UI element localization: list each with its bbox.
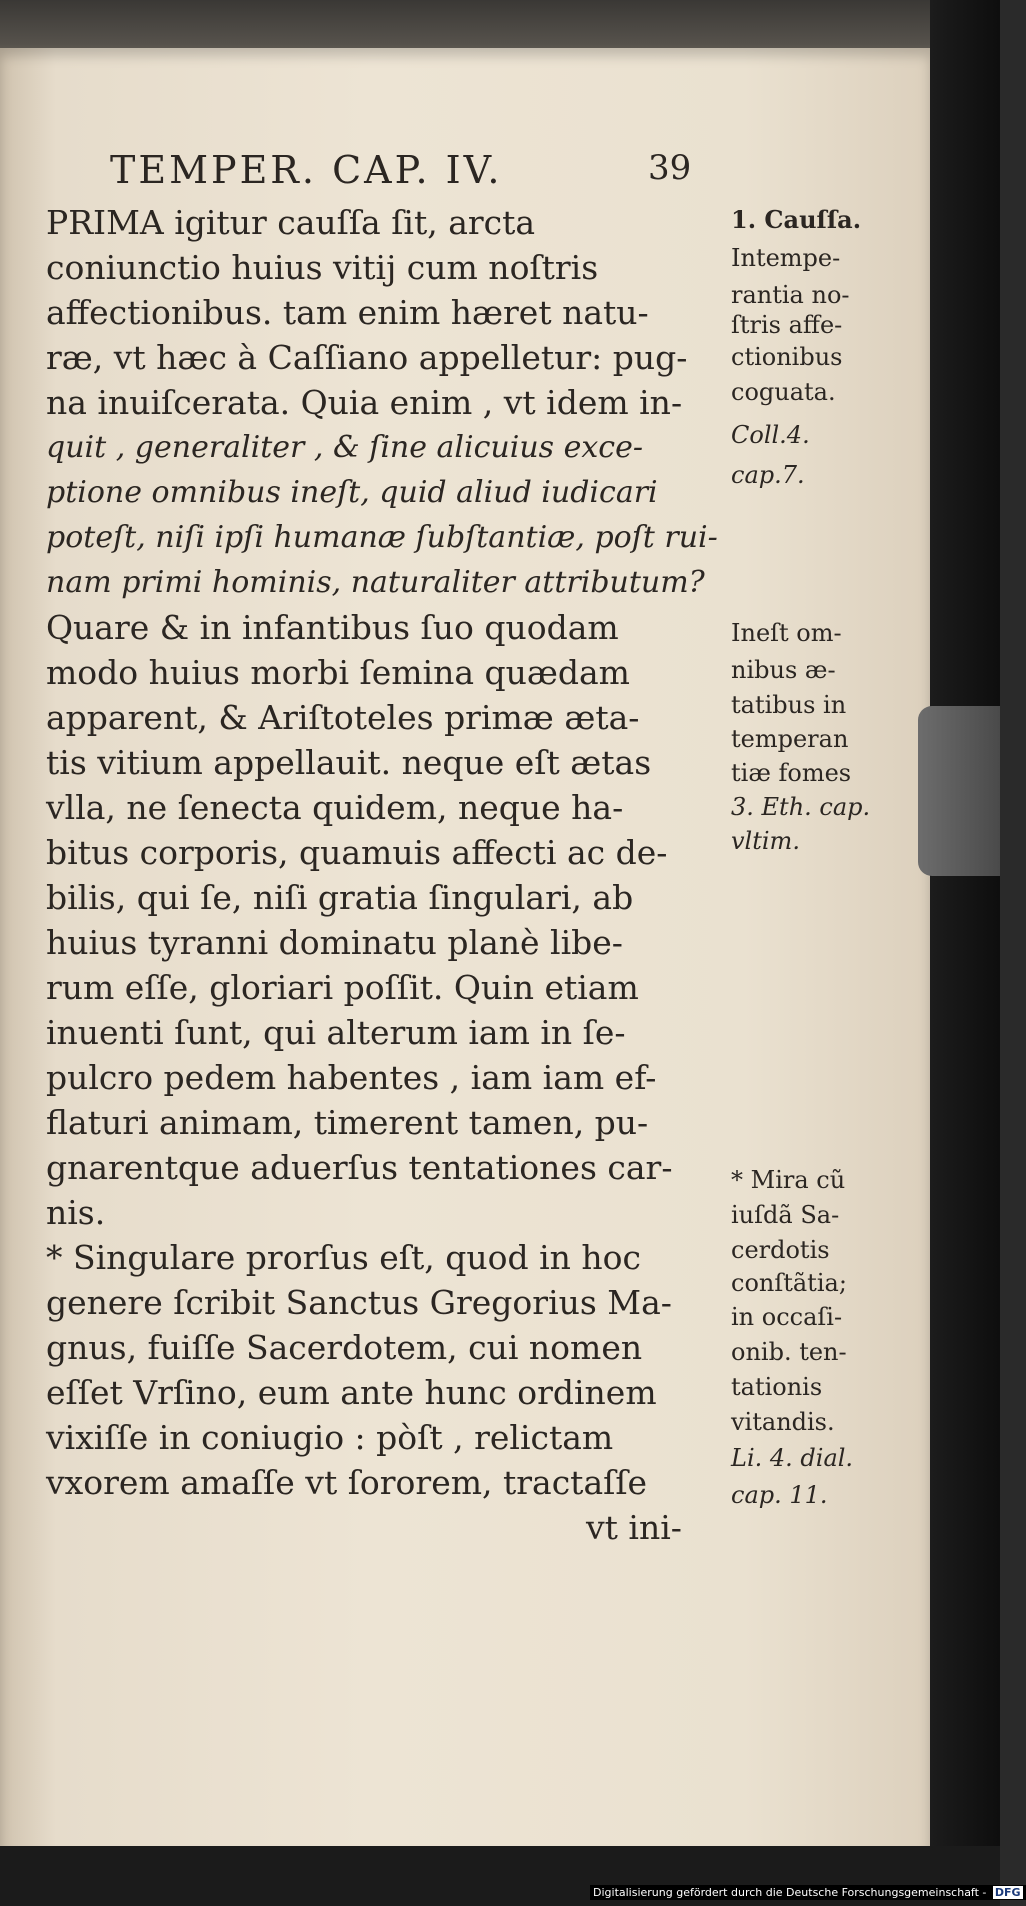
text-line: eſſet Vrſino, eum ante hunc ordinem	[46, 1373, 657, 1412]
text-line: gnus, fuiſſe Sacerdotem, cui nomen	[46, 1328, 643, 1367]
margin-note: 3. Eth. cap.	[731, 793, 871, 821]
page-header	[110, 148, 800, 196]
margin-note: Coll.4.	[731, 421, 810, 449]
margin-note: ctionibus	[731, 343, 843, 371]
text-line: genere ſcribit Sanctus Gregorius Ma-	[46, 1283, 672, 1322]
text-line: ræ, vt hæc à Caſſiano appelletur: pug-	[46, 338, 688, 377]
page-number: 39	[648, 148, 692, 188]
text-line: vxorem amaſſe vt ſororem, tractaſſe	[46, 1463, 648, 1502]
margin-note: * Mira cũ	[731, 1166, 846, 1194]
text-line: vixiſſe in coniugio : pòſt , relictam	[46, 1418, 614, 1457]
text-line: nis.	[46, 1193, 106, 1232]
margin-note: Intempe-	[731, 244, 841, 272]
margin-note: cerdotis	[731, 1236, 830, 1264]
text-line: pulcro pedem habentes , iam iam ef-	[46, 1058, 657, 1097]
text-line: Quare & in infantibus ſuo quodam	[46, 608, 619, 647]
page-clip	[918, 706, 1000, 876]
digitization-credit	[590, 1885, 1026, 1900]
text-line: tis vitium appellauit. neque eſt ætas	[46, 743, 652, 782]
margin-note: Ineſt om-	[731, 619, 842, 647]
catchword: vt ini-	[586, 1508, 682, 1547]
margin-note: tatibus in	[731, 691, 847, 719]
text-line: gnarentque aduerſus tentationes car-	[46, 1148, 673, 1187]
text-line: rum eſſe, gloriari poſſit. Quin etiam	[46, 968, 639, 1007]
book-cover-edge	[930, 0, 1000, 1906]
margin-note: onib. ten-	[731, 1338, 847, 1366]
margin-note: tiæ fomes	[731, 759, 852, 787]
text-line: flaturi animam, timerent tamen, pu-	[46, 1103, 649, 1142]
margin-note: coguata.	[731, 378, 836, 406]
margin-note: in occaſi-	[731, 1303, 843, 1331]
margin-note: temperan	[731, 725, 849, 753]
text-line-italic: ptione omnibus ineſt, quid aliud iudicari	[46, 475, 658, 510]
text-line: vlla, ne ſenecta quidem, neque ha-	[46, 788, 624, 827]
text-line: bitus corporis, quamuis affecti ac de-	[46, 833, 668, 872]
margin-note: Li. 4. dial.	[731, 1444, 854, 1472]
text-line: bilis, qui ſe, niſi gratia ſingulari, ab	[46, 878, 634, 917]
text-line-italic: nam primi hominis, naturaliter attributum?	[46, 565, 705, 600]
margin-note: ſtris affe-	[731, 311, 843, 339]
margin-note: rantia no-	[731, 281, 850, 309]
main-text-column	[46, 200, 871, 1550]
text-line: huius tyranni dominatu planè libe-	[46, 923, 623, 962]
text-line: inuenti ſunt, qui alterum iam in ſe-	[46, 1013, 626, 1052]
text-line: PRIMA igitur cauſſa ſit, arcta	[46, 203, 536, 242]
text-line-italic: poteſt, niſi ipſi humanæ ſubſtantiæ, poſt rui-	[46, 520, 718, 555]
margin-note: iuſdã Sa-	[731, 1201, 840, 1229]
margin-note: nibus æ-	[731, 656, 836, 684]
text-line: * Singulare prorſus eſt, quod in hoc	[46, 1238, 641, 1277]
credit-text: Digitalisierung gefördert durch die Deutsche Forschungsgemeinschaft -	[593, 1886, 987, 1899]
text-line: apparent, & Ariſtoteles primæ æta-	[46, 698, 640, 737]
text-line: modo huius morbi ſemina quædam	[46, 653, 630, 692]
running-head: TEMPER. CAP. IV.	[110, 148, 503, 192]
margin-note: tationis	[731, 1373, 823, 1401]
margin-note: vitandis.	[731, 1408, 835, 1436]
text-line-italic: quit , generaliter , & ſine alicuius exce-	[46, 430, 643, 465]
margin-note: cap. 11.	[731, 1481, 828, 1509]
text-line: coniunctio huius vitij cum noſtris	[46, 248, 599, 287]
margin-note: conſtãtia;	[731, 1269, 847, 1297]
margin-note: vltim.	[731, 827, 800, 855]
text-line: na inuiſcerata. Quia enim , vt idem in-	[46, 383, 683, 422]
dfg-logo: DFG	[994, 1886, 1021, 1899]
margin-note: cap.7.	[731, 461, 805, 489]
text-line: affectionibus. tam enim hæret natu-	[46, 293, 649, 332]
margin-note: 1. Cauſſa.	[731, 205, 862, 234]
